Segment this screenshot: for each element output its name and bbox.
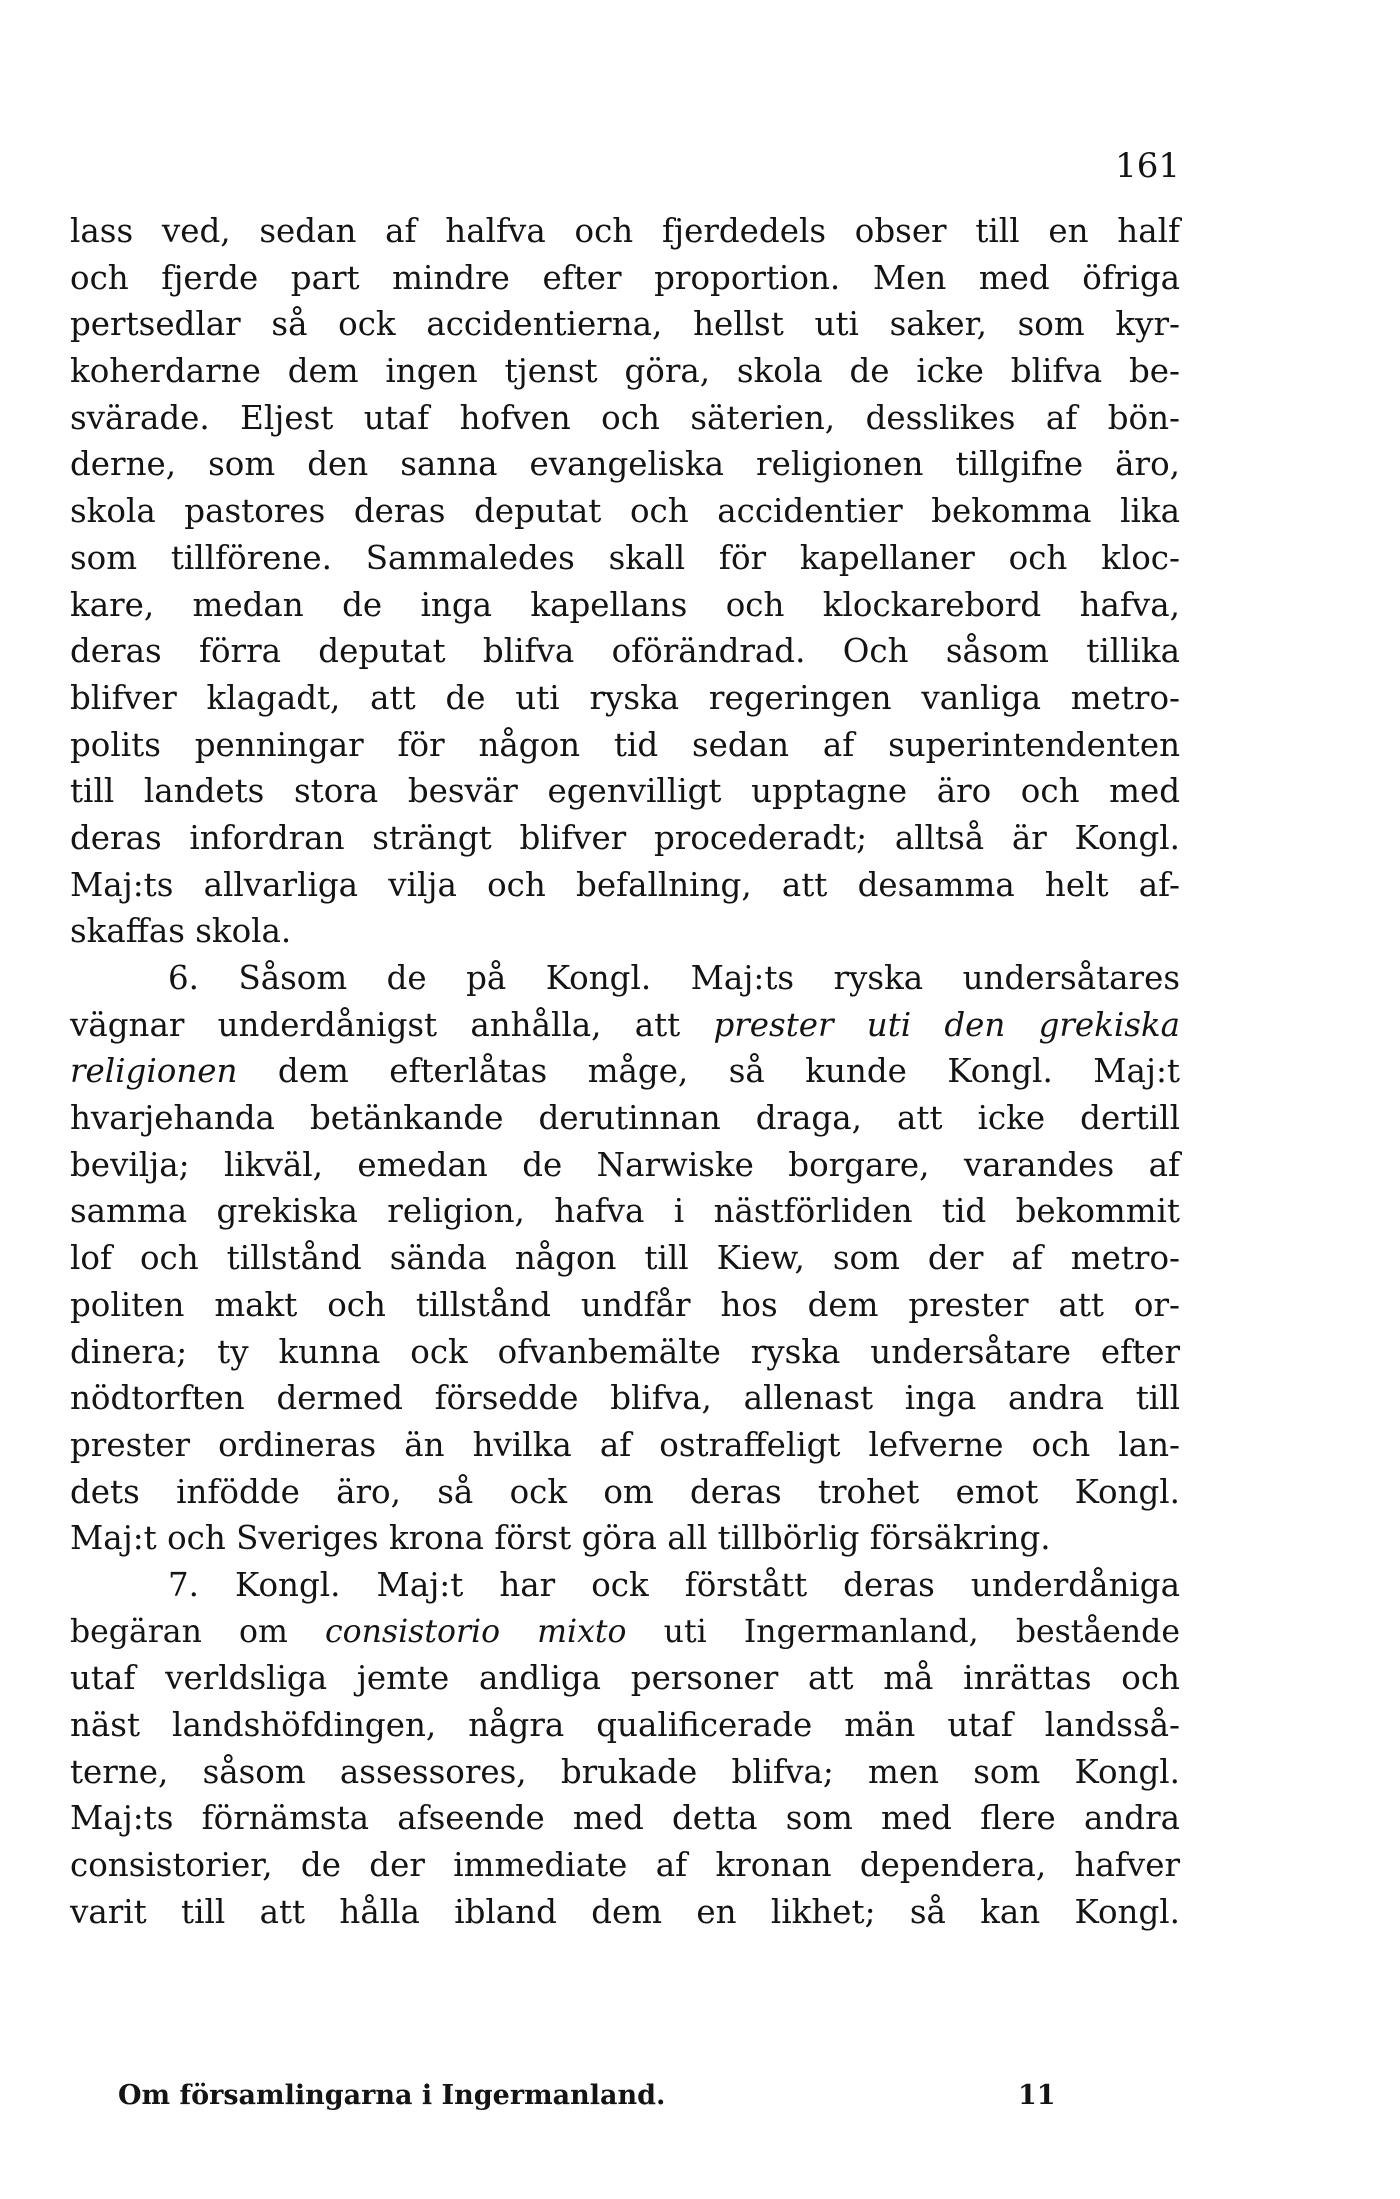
- text-line: polits penningar för någon tid sedan af superintendenten: [70, 725, 1180, 764]
- page-number: 161: [1115, 146, 1180, 186]
- text-line: och fjerde part mindre efter proportion. Men med öfriga: [70, 258, 1180, 297]
- text-line: samma grekiska religion, hafva i nästförliden tid bekommit: [70, 1192, 1180, 1231]
- running-footer-title: Om församlingarna i Ingermanland.: [118, 2080, 666, 2111]
- text-line: lass ved, sedan af halfva och fjerdedels obser till en half: [70, 212, 1180, 250]
- text-line: varit till att hålla ibland dem en likhet; så kan Kongl.: [70, 1892, 1180, 1931]
- text-line: Maj:ts förnämsta afseende med detta som med flere andra: [70, 1799, 1180, 1838]
- text-line: som tillförene. Sammaledes skall för kapellaner och kloc-: [70, 538, 1180, 577]
- text-line: kare, medan de inga kapellans och klockarebord hafva,: [70, 585, 1180, 624]
- text-line: koherdarne dem ingen tjenst göra, skola de icke blifva be-: [70, 352, 1180, 391]
- text-line: religionen dem efterlåtas måge, så kunde Kongl. Maj:t: [70, 1052, 1180, 1091]
- text-line: utaf verldsliga jemte andliga personer att må inrättas och: [70, 1659, 1180, 1698]
- text-line: blifver klagadt, att de uti ryska regeringen vanliga metro-: [70, 678, 1180, 717]
- text-line: dets infödde äro, så ock om deras trohet emot Kongl.: [70, 1472, 1180, 1511]
- text-line: skaffas skola.: [70, 912, 292, 951]
- text-line: nödtorften dermed försedde blifva, allenast inga andra till: [70, 1379, 1180, 1418]
- text-line: näst landshöfdingen, några qualificerade män utaf landsså-: [70, 1706, 1180, 1744]
- text-line: 7. Kongl. Maj:t har ock förstått deras underdåniga: [168, 1565, 1180, 1604]
- text-line: derne, som den sanna evangeliska religionen tillgifne äro,: [70, 445, 1180, 484]
- text-line: deras förra deputat blifva oförändrad. Och såsom tillika: [70, 632, 1180, 671]
- text-line: vägnar underdånigst anhålla, att prester uti den grekiska: [70, 1005, 1180, 1044]
- italic-text: consistorio mixto: [325, 1613, 627, 1650]
- italic-text: religionen: [70, 1052, 238, 1091]
- text-line: till landets stora besvär egenvilligt upptagne äro och med: [70, 772, 1180, 811]
- text-line: politen makt och tillstånd undfår hos dem prester att or-: [70, 1285, 1180, 1324]
- text-line: bevilja; likväl, emedan de Narwiske borgare, varandes af: [70, 1145, 1180, 1184]
- text-line: Maj:t och Sveriges krona först göra all tillbörlig försäkring.: [70, 1519, 1051, 1558]
- text-line: prester ordineras än hvilka af ostraffeligt lefverne och lan-: [70, 1425, 1180, 1464]
- text-line: hvarjehanda betänkande derutinnan draga, att icke dertill: [70, 1099, 1180, 1138]
- text-line: begäran om consistorio mixto uti Ingermanland, bestående: [70, 1613, 1180, 1650]
- text-line: lof och tillstånd sända någon till Kiew, som der af metro-: [70, 1239, 1180, 1278]
- text-line: dinera; ty kunna ock ofvanbemälte ryska undersåtare efter: [70, 1332, 1180, 1371]
- italic-text: prester uti den grekiska: [713, 1005, 1180, 1044]
- text-line: skola pastores deras deputat och accidentier bekomma lika: [70, 492, 1180, 531]
- text-line: pertsedlar så ock accidentierna, hellst uti saker, som kyr-: [70, 305, 1180, 344]
- page-footer: [118, 2078, 1078, 2114]
- signature-mark: 11: [1018, 2080, 1056, 2111]
- text-line: deras infordran strängt blifver procederadt; alltså är Kongl.: [70, 818, 1180, 857]
- text-line: Maj:ts allvarliga vilja och befallning, att desamma helt af-: [70, 865, 1180, 904]
- text-line: 6. Såsom de på Kongl. Maj:ts ryska undersåtares: [168, 959, 1180, 997]
- text-line: terne, såsom assessores, brukade blifva; men som Kongl.: [70, 1752, 1180, 1791]
- text-line: svärade. Eljest utaf hofven och säterien, desslikes af bön-: [70, 398, 1180, 437]
- body-text: [70, 208, 1180, 1935]
- text-line: consistorier, de der immediate af kronan dependera, hafver: [70, 1846, 1180, 1885]
